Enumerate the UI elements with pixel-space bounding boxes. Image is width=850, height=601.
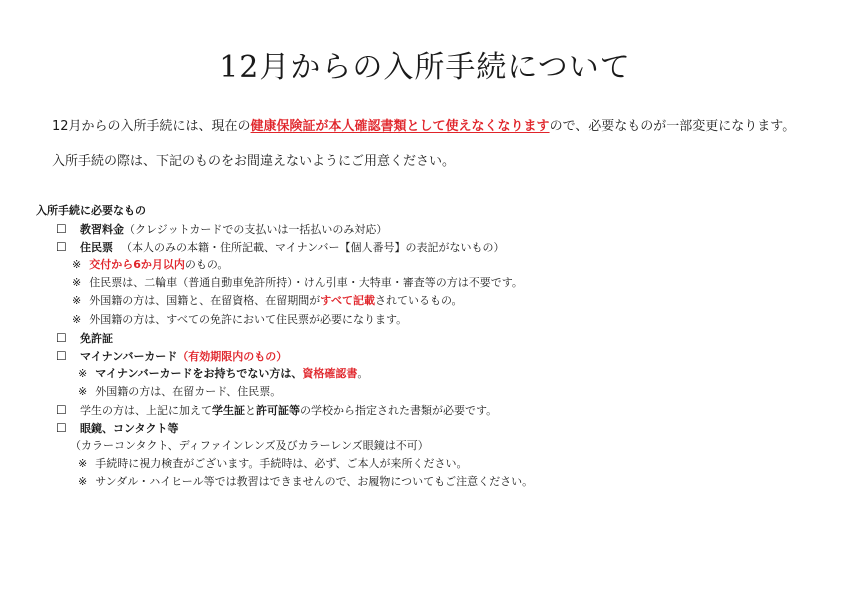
note-text: 。 — [357, 366, 369, 380]
note-line — [36, 455, 533, 473]
checkbox-icon: ☐ — [56, 421, 67, 436]
note-line — [36, 383, 533, 401]
intro-warning-text: 健康保険証が本人確認書類として使えなくなります — [250, 119, 550, 134]
note-mark-icon: ※ — [78, 384, 88, 398]
item-text: と — [245, 404, 256, 418]
list-heading: 入所手続に必要なもの — [36, 204, 146, 217]
note-red-text: 交付から6か月以内 — [89, 258, 185, 272]
note-line — [36, 274, 533, 292]
checkbox-icon: ☐ — [56, 403, 67, 418]
note-line — [36, 292, 533, 310]
note-text: 外国籍の方は、すべての免許において住民票が必要になります。 — [89, 312, 408, 326]
list-item-student — [36, 401, 533, 419]
intro-text-end: ので、必要なものが一部変更になります。 — [549, 119, 796, 134]
note-mark-icon: ※ — [72, 276, 82, 290]
item-note: （本人のみの本籍・住所記載、マイナンバー【個人番号】の表記がないもの） — [121, 241, 505, 255]
intro-paragraph-2: 入所手続の際は、下記のものをお間違えないようにご用意ください。 — [52, 154, 456, 169]
note-text: されているもの。 — [375, 294, 463, 308]
note-mark-icon: ※ — [72, 312, 82, 326]
item-label: 教習料金 — [80, 223, 124, 237]
glasses-note — [36, 437, 533, 455]
note-text: 手続時に視力検査がございます。手続時は、必ず、ご本人が来所ください。 — [95, 457, 468, 471]
note-mark-icon: ※ — [78, 366, 88, 380]
note-text: サンダル・ハイヒール等では教習はできませんので、お履物についてもご注意ください。 — [95, 475, 534, 489]
item-label: マイナンバーカード — [80, 349, 178, 363]
list-item-license — [36, 329, 533, 347]
item-label: 眼鏡、コンタクト等 — [80, 422, 179, 436]
note-mark-icon: ※ — [72, 294, 82, 308]
note-text: 外国籍の方は、国籍と、在留資格、在留期間が — [89, 294, 321, 308]
requirements-list — [36, 202, 533, 492]
note-text: のもの。 — [184, 258, 229, 272]
item-red-note: （有効期限内のもの） — [177, 349, 288, 363]
note-mark-icon: ※ — [72, 258, 82, 272]
note-red-text: すべて記載 — [320, 294, 375, 308]
item-label: 住民票 — [80, 241, 113, 255]
page-title: 12月からの入所手続について — [219, 50, 631, 85]
note-text: 外国籍の方は、在留カード、住民票。 — [95, 384, 282, 398]
checkbox-icon: ☐ — [56, 330, 67, 345]
note-red-text: 資格確認書 — [302, 366, 358, 380]
item-note: （カラーコンタクト、ディファインレンズ及びカラーレンズ眼鏡は不可） — [70, 439, 429, 453]
note-line — [36, 256, 533, 274]
list-item-fee — [36, 220, 533, 238]
item-note: （クレジットカードでの支払いは一括払いのみ対応） — [124, 223, 388, 237]
note-text: マイナンバーカードをお持ちでない方は、 — [95, 366, 303, 380]
list-item-mynumber — [36, 347, 533, 365]
note-line — [36, 311, 533, 329]
checkbox-icon: ☐ — [56, 240, 67, 255]
list-item-juminhyo — [36, 238, 533, 256]
list-item-glasses — [36, 419, 533, 437]
item-text: 学生の方は、上記に加えて — [80, 404, 212, 418]
intro-text: 12月からの入所手続には、現在の — [52, 119, 251, 134]
note-line — [36, 473, 533, 491]
note-mark-icon: ※ — [78, 475, 88, 489]
item-text: の学校から指定された書類が必要です。 — [300, 404, 498, 418]
checkbox-icon: ☐ — [56, 222, 67, 237]
item-bold-text: 許可証等 — [256, 404, 300, 418]
item-label: 免許証 — [80, 331, 113, 345]
note-mark-icon: ※ — [78, 457, 88, 471]
note-text: 住民票は、二輪車（普通自動車免許所持）・けん引車・大特車・審査等の方は不要です。 — [89, 276, 523, 290]
checkbox-icon: ☐ — [56, 348, 67, 363]
intro-paragraph-1 — [52, 118, 795, 136]
note-line — [36, 365, 533, 383]
item-bold-text: 学生証 — [212, 404, 245, 418]
